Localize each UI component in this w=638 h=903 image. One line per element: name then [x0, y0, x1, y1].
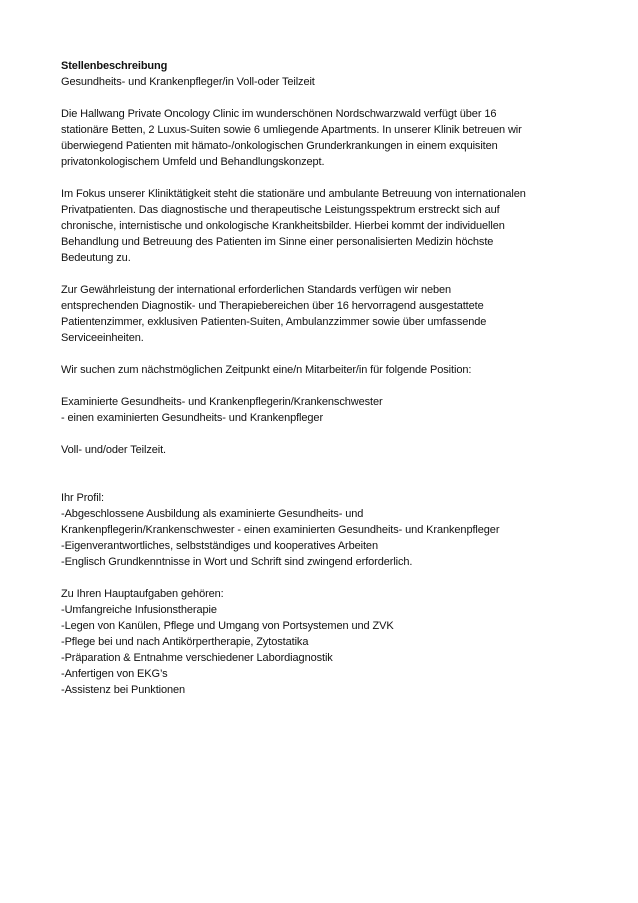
- task-item: -Assistenz bei Punktionen: [61, 684, 186, 696]
- tasks-title: Zu Ihren Hauptaufgaben gehören:: [61, 588, 224, 600]
- task-item: -Legen von Kanülen, Pflege und Umgang von Portsystemen und ZVK: [61, 620, 394, 632]
- search-paragraph: Wir suchen zum nächstmöglichen Zeitpunkt eine/n Mitarbeiter/in für folgende Position:: [61, 364, 472, 376]
- profile-item: Krankenpflegerin/Krankenschwester - einen examinierten Gesundheits- und Krankenpfleger: [61, 524, 500, 536]
- paragraph-line: Patientenzimmer, exklusiven Patienten-Suiten, Ambulanzzimmer sowie über umfassende: [61, 316, 487, 328]
- intro-paragraph: [61, 106, 581, 170]
- paragraph-line: Privatpatienten. Das diagnostische und therapeutische Leistungsspektrum erstreckt sich auf: [61, 204, 500, 216]
- paragraph-line: Serviceeinheiten.: [61, 332, 144, 344]
- paragraph-line: chronische, internistische und onkologische Krankheitsbilder. Hierbei kommt der individuellen: [61, 220, 505, 232]
- profile-item: -Englisch Grundkenntnisse in Wort und Schrift sind zwingend erforderlich.: [61, 556, 413, 568]
- paragraph-line: überwiegend Patienten mit hämato-/onkologischen Grunderkrankungen in einem exquisiten: [61, 140, 498, 152]
- profile-item: -Abgeschlossene Ausbildung als examinierte Gesundheits- und: [61, 508, 364, 520]
- profile-item: -Eigenverantwortliches, selbstständiges und kooperatives Arbeiten: [61, 540, 378, 552]
- paragraph-line: Im Fokus unserer Kliniktätigkeit steht die stationäre und ambulante Betreuung von internationalen: [61, 188, 526, 200]
- paragraph-line: Bedeutung zu.: [61, 252, 131, 264]
- task-item: -Präparation & Entnahme verschiedener Labordiagnostik: [61, 652, 333, 664]
- profile-section: [61, 490, 581, 570]
- paragraph-line: entsprechenden Diagnostik- und Therapiebereichen über 16 hervorragend ausgestattete: [61, 300, 484, 312]
- paragraph-line: stationäre Betten, 2 Luxus-Suiten sowie 6 umliegende Apartments. In unserer Klinik betreuen wir: [61, 124, 522, 136]
- paragraph-line: Behandlung und Betreuung des Patienten im Sinne einer personalisierten Medizin höchste: [61, 236, 494, 248]
- position-line: Examinierte Gesundheits- und Krankenpflegerin/Krankenschwester: [61, 396, 383, 408]
- position-line: - einen examinierten Gesundheits- und Krankenpfleger: [61, 412, 324, 424]
- paragraph-line: Zur Gewährleistung der international erforderlichen Standards verfügen wir neben: [61, 284, 452, 296]
- position-block: [61, 394, 581, 426]
- task-item: -Pflege bei und nach Antikörpertherapie, Zytostatika: [61, 636, 309, 648]
- worktime-text: Voll- und/oder Teilzeit.: [61, 444, 167, 456]
- document-subtitle: Gesundheits- und Krankenpfleger/in Voll-oder Teilzeit: [61, 76, 315, 88]
- paragraph-line: Die Hallwang Private Oncology Clinic im wunderschönen Nordschwarzwald verfügt über 16: [61, 108, 497, 120]
- document-title: Stellenbeschreibung: [61, 60, 168, 72]
- tasks-section: [61, 586, 581, 698]
- focus-paragraph: [61, 186, 581, 266]
- task-item: -Anfertigen von EKG’s: [61, 668, 168, 680]
- standards-paragraph: [61, 282, 581, 346]
- paragraph-line: privatonkologischem Umfeld und Behandlungskonzept.: [61, 156, 325, 168]
- document-page: [61, 58, 581, 698]
- profile-title: Ihr Profil:: [61, 492, 104, 504]
- task-item: -Umfangreiche Infusionstherapie: [61, 604, 217, 616]
